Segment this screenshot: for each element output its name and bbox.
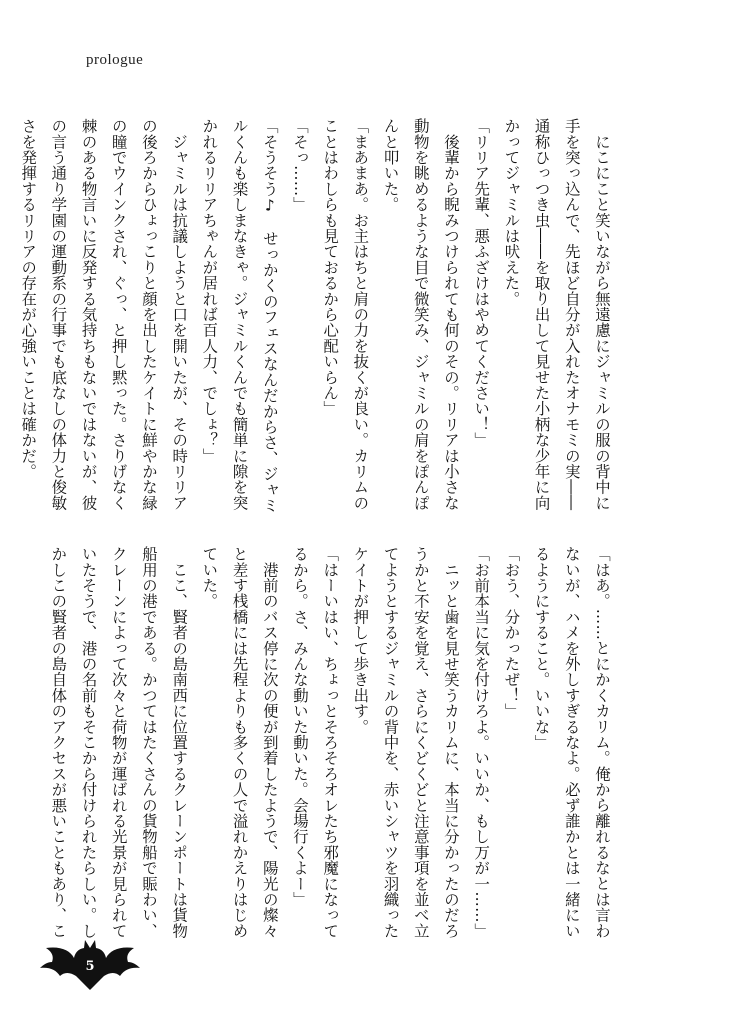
text-line: クレーンによって次々と荷物が運ばれる光景が見られて bbox=[109, 546, 128, 939]
text-line: うかと不安を覚え、さらにくどくどと注意事項を並べ立 bbox=[411, 546, 430, 939]
page-number: 5 bbox=[85, 959, 95, 974]
text-line: ていた。 bbox=[200, 546, 219, 609]
text-line: ニッと歯を見せ笑うカリムに、本当に分かったのだろ bbox=[441, 546, 460, 939]
text-line: の後ろからひょっこりと顔を出したケイトに鮮やかな緑 bbox=[139, 118, 158, 511]
text-line: 「はーいはい、ちょっとそろそろオレたち邪魔になって bbox=[321, 546, 340, 939]
text-line: 「そうそう♪ せっかくのフェスなんだからさ、ジャミ bbox=[260, 118, 279, 514]
text-line: かってジャミルは吠えた。 bbox=[502, 118, 521, 307]
text-line: の言う通り学園の運動系の行事でも底なしの体力と俊敏 bbox=[49, 118, 68, 511]
text-line: ないが、ハメを外しすぎるなよ。必ず誰かとは一緒にい bbox=[562, 546, 581, 939]
text-line: 手を突っ込んで、先ほど自分が入れたオナモミの実―― bbox=[562, 118, 581, 511]
text-line: るから。さ、みんな動いた動いた。会場行くよー」 bbox=[290, 546, 309, 908]
text-line: 通称ひっつき虫――を取り出して見せた小柄な少年に向 bbox=[532, 118, 551, 511]
text-line: 動物を眺めるような目で微笑み、ジャミルの肩をぽんぽ bbox=[411, 118, 430, 511]
text-line: 港前のバス停に次の便が到着したようで、陽光の燦々 bbox=[260, 546, 279, 939]
text-line: かしこの賢者の島自体のアクセスが悪いこともあり、こ bbox=[49, 546, 68, 939]
text-line: 「お前本当に気を付けろよ。いいか、もし万が一……」 bbox=[472, 546, 491, 939]
text-line: 「リリア先輩、悪ふざけはやめてください！」 bbox=[472, 118, 491, 448]
text-line: てようとするジャミルの背中を、赤いシャツを羽織った bbox=[381, 546, 400, 939]
text-line: んと叩いた。 bbox=[381, 118, 400, 213]
text-line: の瞳でウインクされ、ぐっ、と押し黙った。さりげなく bbox=[109, 118, 128, 511]
text-line: 「そっ……」 bbox=[290, 118, 309, 213]
text-line: るようにすること。いいな」 bbox=[532, 546, 551, 751]
text-line: 棘のある物言いに反発する気持ちもないではないが、彼 bbox=[79, 118, 98, 511]
text-line: ジャミルは抗議しようと口を開いたが、その時リリア bbox=[170, 118, 189, 511]
text-line: 「まあまあ。お主はちと肩の力を抜くが良い。カリムの bbox=[351, 118, 370, 511]
upper-text-block bbox=[19, 118, 617, 518]
text-line: ことはわしらも見ておるから心配いらん」 bbox=[321, 118, 340, 417]
text-line: にこにこと笑いながら無遠慮にジャミルの服の背中に bbox=[593, 118, 611, 511]
text-line: 後輩から睨みつけられても何のその。リリアは小さな bbox=[441, 118, 460, 511]
text-line: 「おう、分かったぜ！」 bbox=[502, 546, 521, 719]
lower-text-block bbox=[49, 546, 617, 946]
text-line: さを発揮するリリアの存在が心強いことは確かだ。 bbox=[19, 118, 38, 480]
page-folio bbox=[38, 934, 142, 992]
text-line: ここ、賢者の島南西に位置するクレーンポートは貨物 bbox=[170, 546, 189, 939]
text-line: と差す桟橋には先程よりも多くの人で溢れかえりはじめ bbox=[230, 546, 249, 939]
chapter-header: prologue bbox=[86, 52, 144, 68]
text-line: 船用の港である。かつてはたくさんの貨物船で賑わい、 bbox=[139, 546, 158, 939]
text-line: ルくんも楽しまなきゃ。ジャミルくんでも簡単に隙を突 bbox=[230, 118, 249, 511]
text-line: 「はあ。……とにかくカリム。俺から離れるなとは言わ bbox=[593, 546, 611, 939]
text-line: ケイトが押して歩き出す。 bbox=[351, 546, 370, 735]
text-line: いたそうで、港の名前もそこから付けられたらしい。し bbox=[79, 546, 98, 939]
text-line: かれるリリアちゃんが居れば百人力、でしょ？」 bbox=[200, 118, 219, 464]
